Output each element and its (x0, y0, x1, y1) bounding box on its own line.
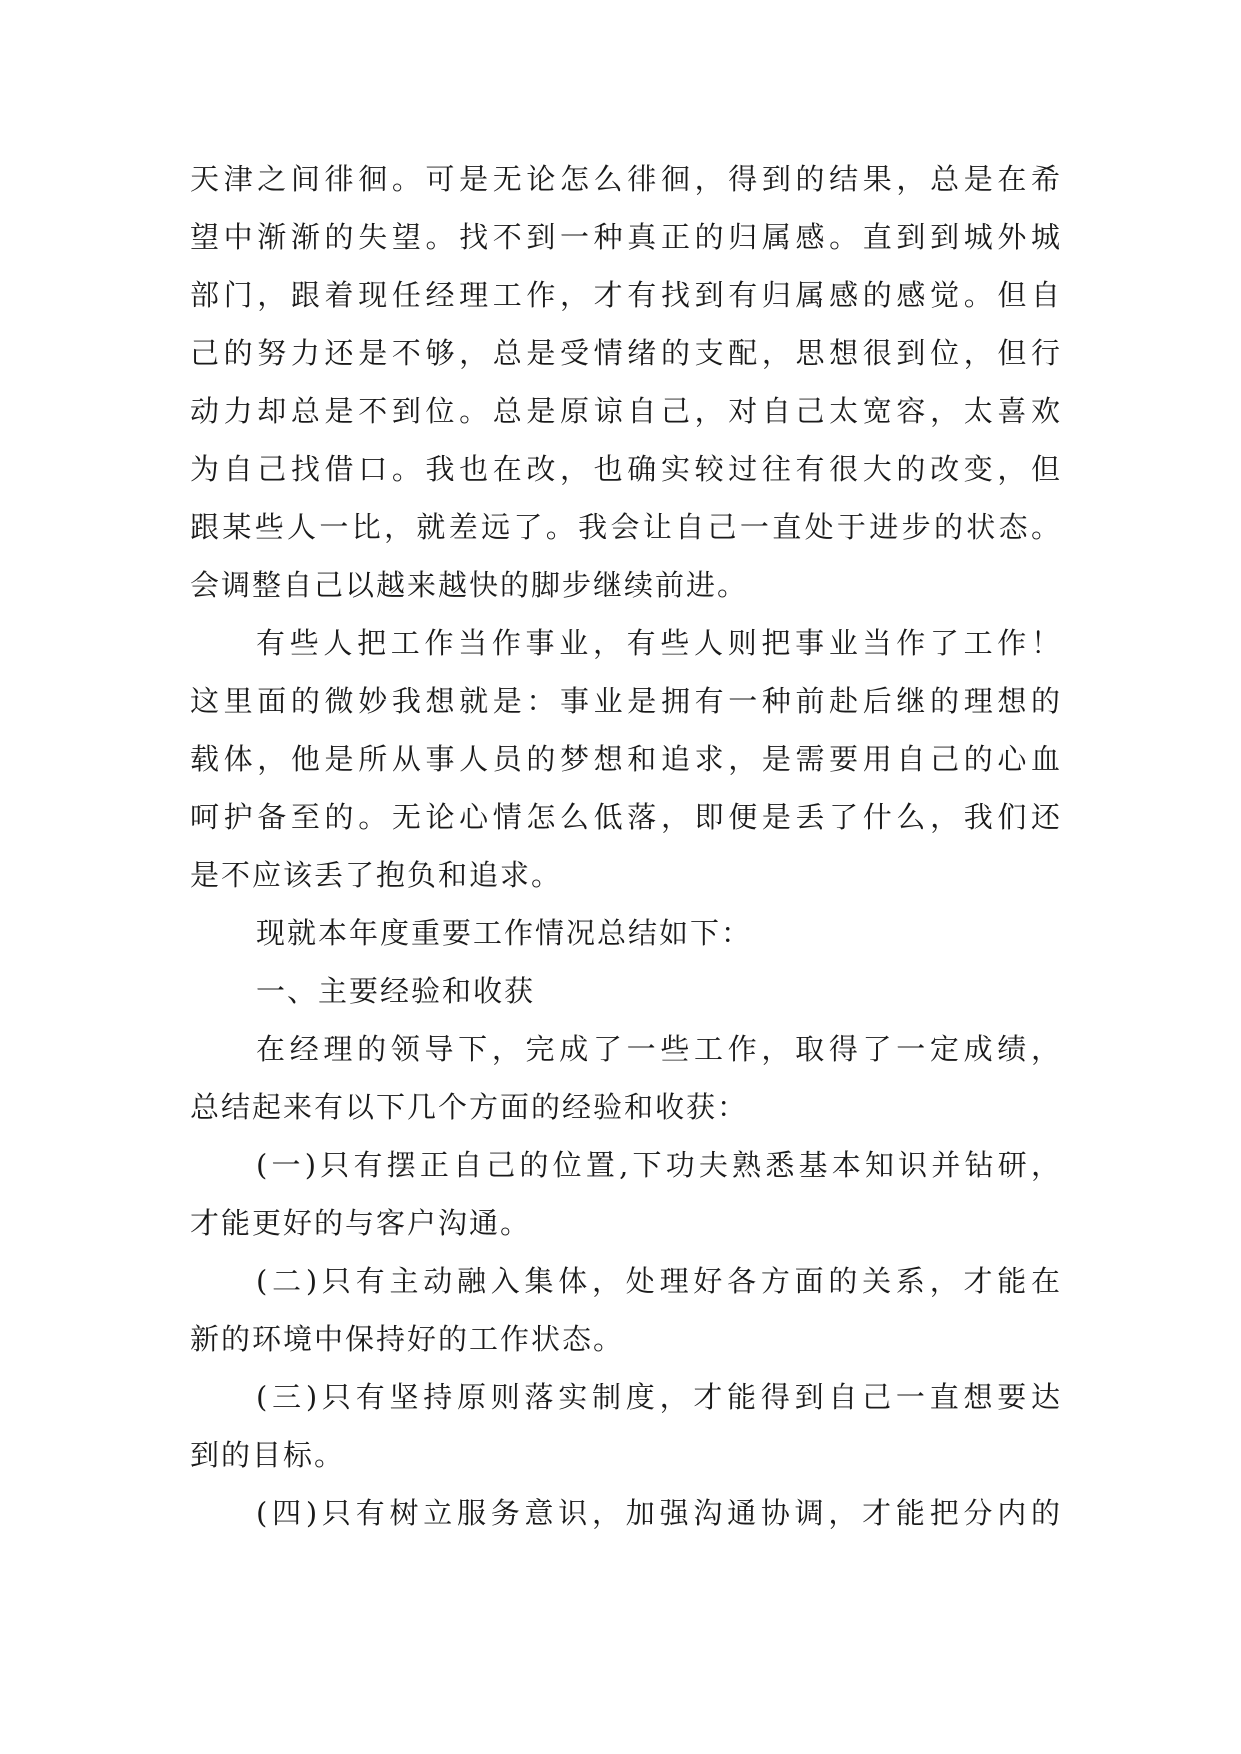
text-line: 才能更好的与客户沟通。 (190, 1206, 532, 1240)
text-line: 望中渐渐的失望。找不到一种真正的归属感。直到到城外城 (190, 220, 1060, 254)
text-line: 为自己找借口。我也在改，也确实较过往有很大的改变，但 (190, 452, 1060, 486)
text-line: 是不应该丢了抱负和追求。 (190, 858, 563, 892)
text-line: 总结起来有以下几个方面的经验和收获： (190, 1090, 749, 1124)
text-line: (三)只有坚持原则落实制度，才能得到自己一直想要达 (256, 1380, 1060, 1414)
text-line: 这里面的微妙我想就是：事业是拥有一种前赴后继的理想的 (190, 684, 1060, 718)
text-line: (一)只有摆正自己的位置,下功夫熟悉基本知识并钻研， (256, 1148, 1060, 1182)
text-line: 己的努力还是不够，总是受情绪的支配，思想很到位，但行 (190, 336, 1060, 370)
text-line: 呵护备至的。无论心情怎么低落，即便是丢了什么，我们还 (190, 800, 1060, 834)
text-line: 新的环境中保持好的工作状态。 (190, 1322, 625, 1356)
text-line: 载体，他是所从事人员的梦想和追求，是需要用自己的心血 (190, 742, 1060, 776)
text-line: 天津之间徘徊。可是无论怎么徘徊，得到的结果，总是在希 (190, 162, 1060, 196)
text-line: 一、主要经验和收获 (256, 974, 536, 1008)
document-body (190, 150, 1060, 1542)
text-line: 部门，跟着现任经理工作，才有找到有归属感的感觉。但自 (190, 278, 1060, 312)
text-line: 动力却总是不到位。总是原谅自己，对自己太宽容，太喜欢 (190, 394, 1060, 428)
text-line: 会调整自己以越来越快的脚步继续前进。 (190, 568, 749, 602)
text-line: 现就本年度重要工作情况总结如下： (256, 916, 753, 950)
text-line: (四)只有树立服务意识，加强沟通协调，才能把分内的 (256, 1496, 1060, 1530)
text-line: 跟某些人一比，就差远了。我会让自己一直处于进步的状态。 (190, 510, 1060, 544)
text-line: (二)只有主动融入集体，处理好各方面的关系，才能在 (256, 1264, 1060, 1298)
text-line: 在经理的领导下，完成了一些工作，取得了一定成绩， (256, 1032, 1060, 1066)
text-line: 有些人把工作当作事业，有些人则把事业当作了工作！ (256, 626, 1060, 660)
text-line: 到的目标。 (190, 1438, 346, 1472)
